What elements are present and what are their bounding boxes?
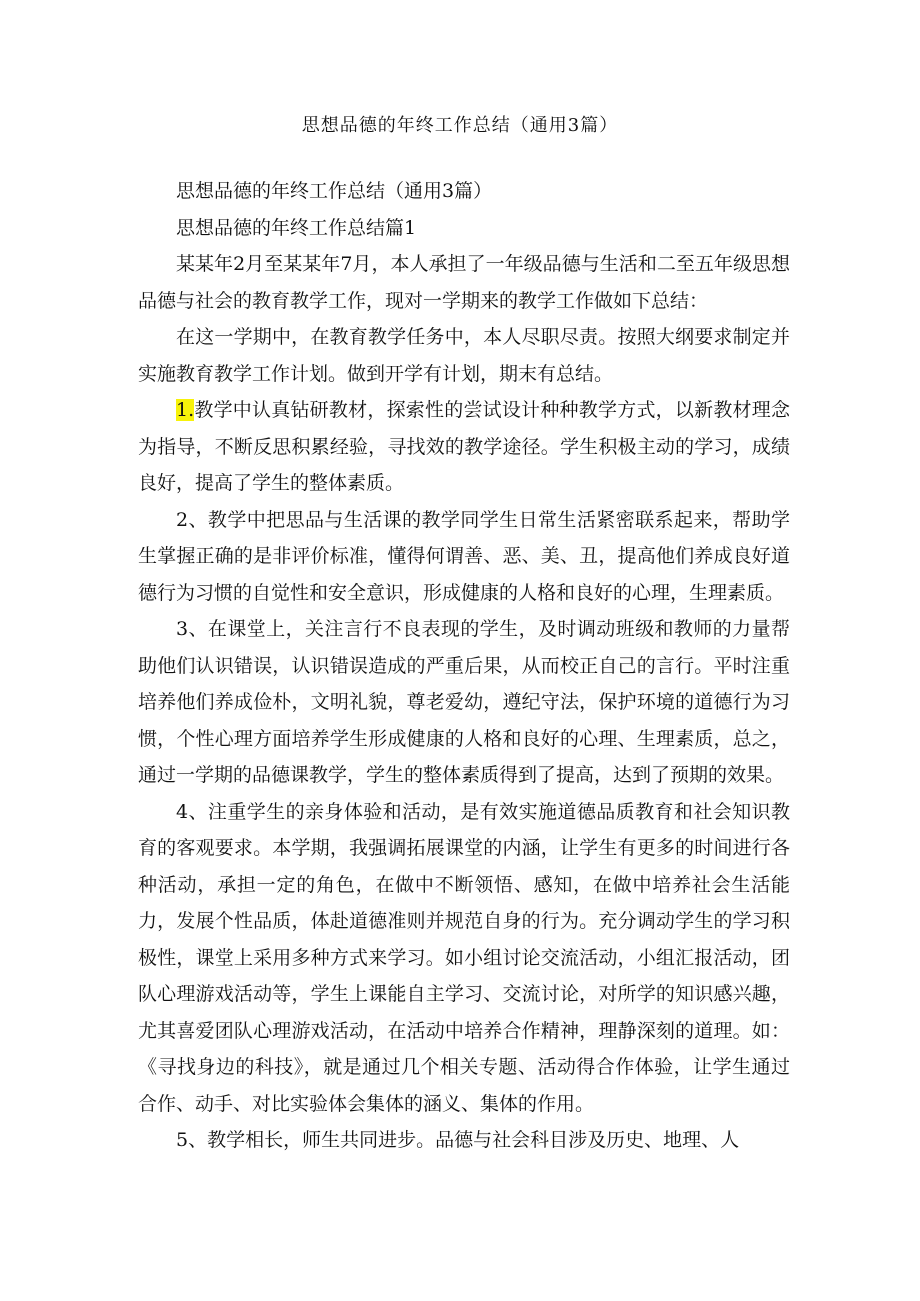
intro-paragraph: 某某年2月至某某年7月，本人承担了一年级品德与生活和二至五年级思想品德与社会的教育教学工作，现对一学期来的教学工作做如下总结： [138,253,790,312]
point-3-paragraph: 3、在课堂上，关注言行不良表现的学生，及时调动班级和教师的力量帮助他们认识错误，认识错误造成的严重后果，从而校正自己的言行。平时注重培养他们养成俭朴，文明礼貌，尊老爱幼，遵纪守法，保护环境的道德行为习惯，个性心理方面培养学生形成健康的人格和良好的心理、生理素质，总之，通过一学期的品德课教学，学生的整体素质得到了提高，达到了预期的效果。 [138,618,790,786]
document-body [138,173,790,1159]
point-4-paragraph: 4、注重学生的亲身体验和活动，是有效实施道德品质教育和社会知识教育的客观要求。本学期，我强调拓展课堂的内涵，让学生有更多的时间进行各种活动，承担一定的角色，在做中不断领悟、感知，在做中培养社会生活能力，发展个性品质，体赴道德准则并规范自身的行为。充分调动学生的学习积极性，课堂上采用多种方式来学习。如小组讨论交流活动，小组汇报活动，团队心理游戏活动等，学生上课能自主学习、交流讨论，对所学的知识感兴趣，尤其喜爱团队心理游戏活动，在活动中培养合作精神，理静深刻的道理。如：《寻找身边的科技》，就是通过几个相关专题、活动得合作体验，让学生通过合作、动手、对比实验体会集体的涵义、集体的作用。 [138,800,790,1115]
point-5-paragraph: 5、教学相长，师生共同进步。品德与社会科目涉及历史、地理、人 [176,1129,740,1151]
point-1-text: 教学中认真钻研教材，探索性的尝试设计种种教学方式，以新教材理念为指导，不断反思积累经验，寻找效的教学途径。学生积极主动的学习，成绩良好，提高了学生的整体素质。 [138,399,790,494]
duty-paragraph: 在这一学期中，在教育教学任务中，本人尽职尽责。按照大纲要求制定并实施教育教学工作计划。做到开学有计划，期末有总结。 [138,326,790,385]
point-2-paragraph: 2、教学中把思品与生活课的教学同学生日常生活紧密联系起来，帮助学生掌握正确的是非评价标准，懂得何谓善、恶、美、丑，提高他们养成良好道德行为习惯的自觉性和安全意识，形成健康的人格和良好的心理，生理素质。 [138,508,790,604]
document-title: 思想品德的年终工作总结（通用3篇） [301,115,619,136]
subtitle-paragraph: 思想品德的年终工作总结（通用3篇） [176,180,493,202]
section-heading: 思想品德的年终工作总结篇1 [176,216,417,239]
highlighted-number: 1. [176,399,195,421]
point-1-paragraph [138,392,790,502]
